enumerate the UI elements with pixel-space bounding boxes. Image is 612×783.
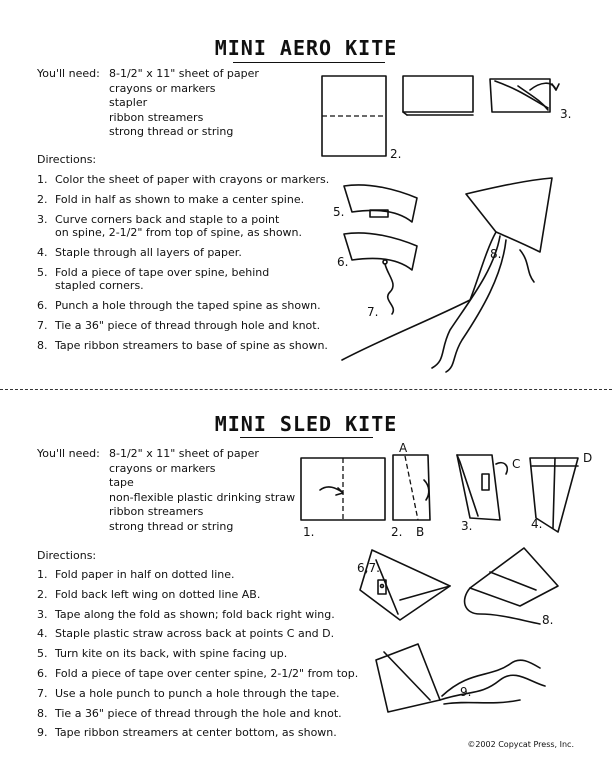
fig-label: 8. <box>490 247 502 261</box>
sled-fig1-sheet <box>301 458 385 539</box>
fig-label: 2. <box>390 147 402 161</box>
step-number: 9. <box>37 726 48 740</box>
step-text: Turn kite on its back, with spine facing up. <box>55 647 288 661</box>
step-number: 6. <box>37 298 48 312</box>
step-text-cont: stapled corners. <box>55 279 144 293</box>
sled-fig2-fold <box>391 441 430 539</box>
fig-label: 6,7. <box>357 561 380 575</box>
step-number: 6. <box>37 666 48 680</box>
step-text: Staple plastic straw across back at points C and D. <box>55 627 335 641</box>
step-number: 2. <box>37 192 48 206</box>
step-text: Fold a piece of tape over center spine, 2-1/2" from top. <box>55 666 359 680</box>
fig-label: B <box>416 525 425 539</box>
step-text: Tape ribbon streamers at center bottom, as shown. <box>55 726 337 740</box>
step-text: Fold in half as shown to make a center spine. <box>55 192 305 206</box>
aero-illustrations <box>0 0 612 390</box>
step-number: 2. <box>37 587 48 601</box>
step-number: 3. <box>37 212 48 226</box>
sled-fig4-straw <box>530 451 592 532</box>
step-number: 7. <box>37 686 48 700</box>
step-text: Punch a hole through the taped spine as shown. <box>55 298 321 312</box>
fig-label: 5. <box>333 205 345 219</box>
list-item: 8-1/2" x 11" sheet of paper <box>109 447 259 460</box>
fig-label: C <box>512 457 521 471</box>
step-text: Fold back left wing on dotted line AB. <box>55 587 261 601</box>
aero-directions-label: Directions: <box>37 153 97 166</box>
step-text: Fold a piece of tape over spine, behind <box>55 265 270 279</box>
fig-label: 3. <box>461 519 473 533</box>
step-text: Tape ribbon streamers to base of spine as shown. <box>55 338 328 352</box>
step-number: 1. <box>37 568 48 581</box>
fig-label: 9. <box>460 685 472 699</box>
step-number: 8. <box>37 706 48 720</box>
sled-fig67-hole <box>357 550 450 620</box>
list-item: stapler <box>109 96 148 110</box>
aero-fig6-hole <box>337 233 417 319</box>
list-item: tape <box>109 476 134 490</box>
sled-directions-label: Directions: <box>37 549 97 562</box>
step-number: 4. <box>37 245 48 259</box>
step-text: Use a hole punch to punch a hole through the tape. <box>55 686 340 700</box>
sled-fig8-thread <box>465 548 558 627</box>
step-text: Fold paper in half on dotted line. <box>55 568 235 581</box>
sled-fig9-streamers <box>376 644 545 712</box>
list-item: 8-1/2" x 11" sheet of paper <box>109 67 259 80</box>
aero-fig8-kite <box>342 178 552 372</box>
step-text: Tie a 36" piece of thread through the hole and knot. <box>55 706 342 720</box>
list-item: ribbon streamers <box>109 505 204 519</box>
sled-illustrations <box>0 400 612 760</box>
fig-label: 4. <box>531 517 543 531</box>
step-number: 5. <box>37 647 48 661</box>
aero-fig2-sheet <box>322 76 401 161</box>
step-number: 8. <box>37 338 48 352</box>
aero-fig3-curve <box>490 79 571 121</box>
sled-fig3-tape <box>457 455 520 533</box>
section-divider <box>0 389 612 390</box>
step-text: Staple through all layers of paper. <box>55 245 242 259</box>
step-text: Tape along the fold as shown; fold back right wing. <box>55 607 335 621</box>
step-text: Color the sheet of paper with crayons or markers. <box>55 173 330 186</box>
fig-label: 2. <box>391 525 403 539</box>
aero-title: MINI AERO KITE <box>214 36 398 60</box>
list-item: strong thread or string <box>109 519 234 533</box>
sled-need-label: You'll need: <box>37 447 100 460</box>
fig-label: A <box>399 441 408 455</box>
step-number: 7. <box>37 318 48 332</box>
list-item: ribbon streamers <box>109 110 204 124</box>
fig-label: 3. <box>560 107 572 121</box>
step-number: 4. <box>37 627 48 641</box>
list-item: strong thread or string <box>109 125 234 139</box>
step-text: Tie a 36" piece of thread through hole and knot. <box>55 318 321 332</box>
step-number: 1. <box>37 173 48 186</box>
aero-need-label: You'll need: <box>37 67 100 80</box>
step-number: 3. <box>37 607 48 621</box>
fig-label: 1. <box>303 525 315 539</box>
step-text: Curve corners back and staple to a point <box>55 212 280 226</box>
list-item: non-flexible plastic drinking straw <box>109 490 296 504</box>
fig-label: D <box>583 451 593 465</box>
step-text-cont: on spine, 2-1/2" from top of spine, as shown. <box>55 226 303 240</box>
sled-title: MINI SLED KITE <box>214 412 398 436</box>
fig-label: 8. <box>542 613 554 627</box>
list-item: crayons or markers <box>109 461 216 475</box>
copyright: ©2002 Copycat Press, Inc. <box>467 740 574 749</box>
list-item: crayons or markers <box>109 81 216 95</box>
step-number: 5. <box>37 265 48 279</box>
fig-label: 7. <box>367 305 379 319</box>
aero-fig-folded <box>403 76 473 115</box>
fig-label: 6. <box>337 255 349 269</box>
aero-fig5-tape <box>333 185 417 222</box>
